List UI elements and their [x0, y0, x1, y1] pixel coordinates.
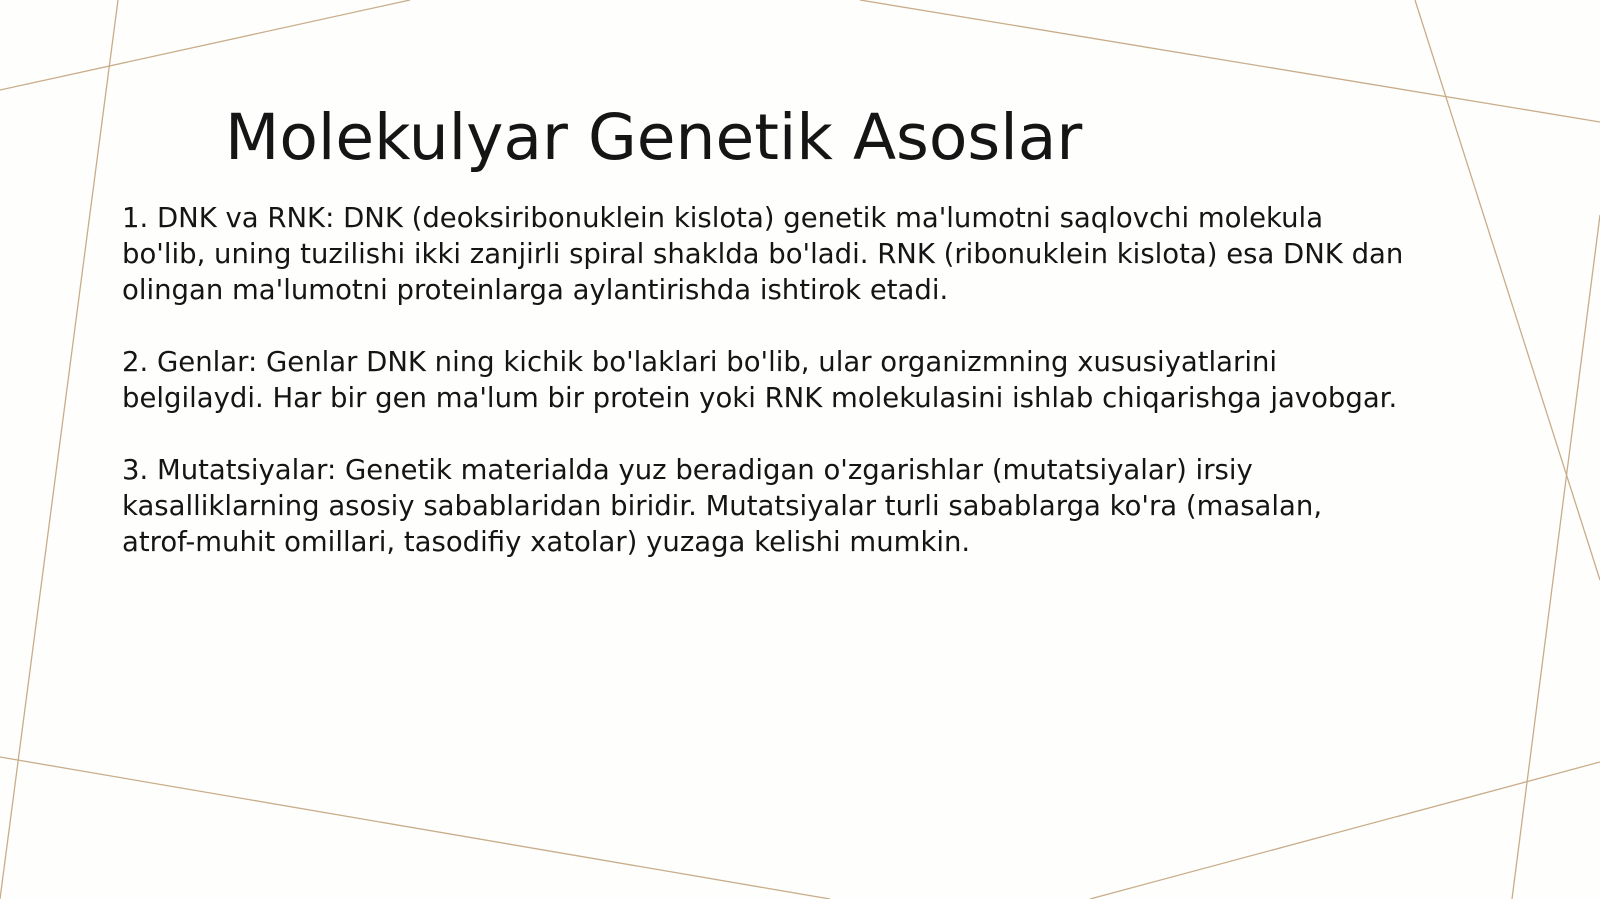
text-line: 1. DNK va RNK: DNK (deoksiribonuklein kislota) genetik ma'lumotni saqlovchi molekula	[122, 202, 1324, 234]
deco-line	[0, 0, 410, 90]
paragraph-genlar	[122, 344, 1442, 416]
text-line: atrof-muhit omillari, tasodifiy xatolar) yuzaga kelishi mumkin.	[122, 526, 971, 558]
text-line: 2. Genlar: Genlar DNK ning kichik bo'laklari bo'lib, ular organizmning xususiyatlarini	[122, 346, 1278, 378]
text-line: bo'lib, uning tuzilishi ikki zanjirli spiral shaklda bo'ladi. RNK (ribonuklein kislota) esa DNK dan	[122, 238, 1404, 270]
paragraph-dnk-rnk	[122, 200, 1442, 308]
paragraph-mutatsiyalar	[122, 452, 1442, 560]
deco-line	[1415, 0, 1600, 580]
slide-body	[122, 200, 1442, 596]
text-line: olingan ma'lumotni proteinlarga aylantirishda ishtirok etadi.	[122, 274, 949, 306]
deco-line	[0, 757, 830, 899]
deco-line	[0, 0, 118, 899]
text-line: belgilaydi. Har bir gen ma'lum bir protein yoki RNK molekulasini ishlab chiqarishga javobgar.	[122, 382, 1398, 414]
text-line: kasalliklarning asosiy sabablaridan biridir. Mutatsiyalar turli sabablarga ko'ra (masalan,	[122, 490, 1323, 522]
slide-title: Molekulyar Genetik Asoslar	[225, 101, 1083, 174]
deco-line	[1090, 762, 1600, 899]
deco-line	[1512, 215, 1600, 899]
text-line: 3. Mutatsiyalar: Genetik materialda yuz beradigan o'zgarishlar (mutatsiyalar) irsiy	[122, 454, 1253, 486]
